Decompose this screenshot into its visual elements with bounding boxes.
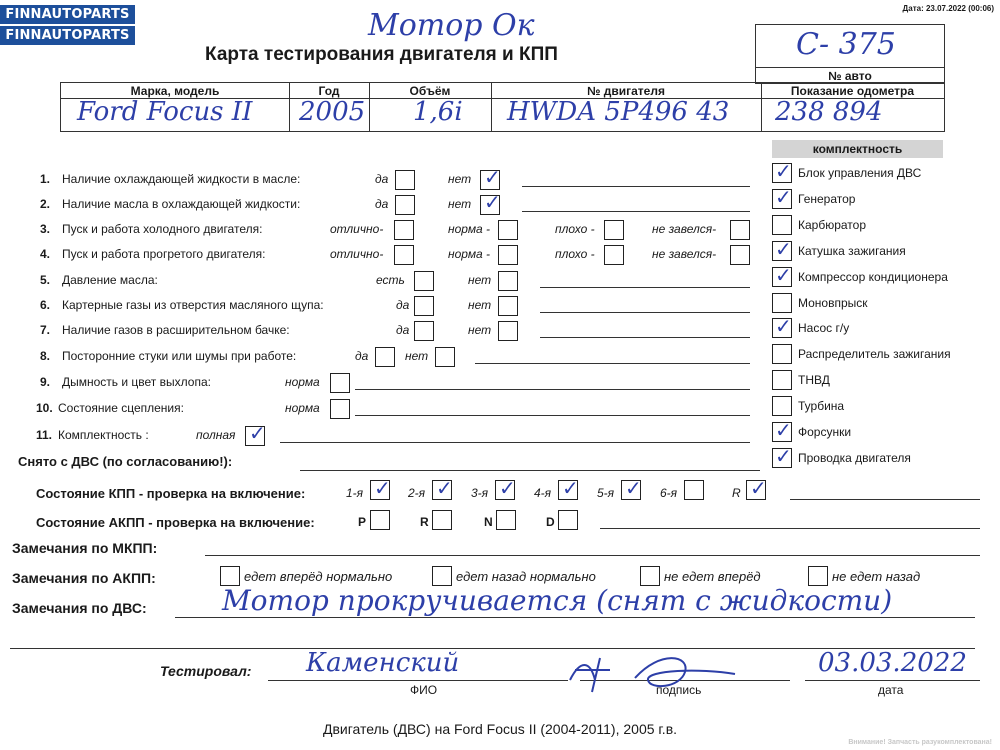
page-title: Карта тестирования двигателя и КПП [205,44,558,65]
column-header: Год [318,84,340,98]
option-label: отлично- [330,222,384,236]
option-checkbox[interactable] [435,347,455,367]
option-label: не завелся- [652,222,717,236]
option-label: нет [448,197,472,211]
question-number: 7. [40,323,51,337]
question-text: Состояние сцепления: [58,401,184,415]
removed-line [300,470,760,471]
volume-value: 1,6i [413,97,463,127]
mkpp-remarks-line [205,555,980,556]
check-mark-icon: ✓ [625,476,642,500]
kpp-gear-label: 5-я [597,486,615,500]
akpp-remark-checkbox[interactable] [808,566,828,586]
option-label: да [355,349,369,363]
question-text: Наличие газов в расширительном бачке: [62,323,290,337]
option-label: нет [468,273,492,287]
kpp-gear-label: 3-я [471,486,489,500]
question-number: 10. [36,401,53,415]
akpp-remark-option: едет назад нормально [456,569,596,584]
option-label: норма [285,375,320,389]
akpp-gear-checkbox[interactable] [370,510,390,530]
question-text: Наличие охлаждающей жидкости в масле: [62,172,301,186]
question-text: Посторонние стуки или шумы при работе: [62,349,297,363]
answer-line [522,186,750,187]
check-mark-icon: ✓ [775,314,792,339]
akpp-gear-label: N [484,515,493,529]
check-mark-icon: ✓ [374,476,391,500]
check-mark-icon: ✓ [775,262,792,287]
option-label: плохо - [555,247,595,261]
komplektnost-item-label: Катушка зажигания [798,243,906,258]
option-checkbox[interactable] [414,271,434,291]
akpp-label: Состояние АКПП - проверка на включение: [36,515,315,530]
kpp-gear-label: R [732,486,741,500]
kpp-gear-label: 1-я [346,486,364,500]
check-mark-icon: ✓ [775,443,792,468]
option-label: нет [468,323,492,337]
option-checkbox[interactable] [498,220,518,240]
disclaimer: Внимание! Запчасть разукомплектована! [848,739,992,746]
tested-label: Тестировал: [160,663,252,679]
komplektnost-item-label: ТНВД [798,373,830,388]
dvs-remarks-label: Замечания по ДВС: [12,600,147,616]
question-number: 2. [40,197,51,211]
komplektnost-checkbox[interactable] [772,293,792,313]
sign-label: подпись [656,683,702,697]
option-label: есть [376,273,405,287]
check-mark-icon: ✓ [775,418,792,442]
option-label: норма - [448,222,491,236]
komplektnost-title: комплектность [772,140,943,158]
komplektnost-item-label: Насос г/у [798,321,850,336]
check-mark-icon: ✓ [484,165,501,189]
akpp-gear-label: D [546,515,555,529]
kpp-gear-checkbox[interactable] [684,480,704,500]
akpp-gear-label: P [358,515,367,529]
komplektnost-checkbox[interactable] [772,215,792,235]
option-label: да [375,172,389,186]
option-checkbox[interactable] [414,321,434,341]
akpp-remark-checkbox[interactable] [432,566,452,586]
answer-line [522,211,750,212]
signature-stroke [570,658,735,692]
fio-line [268,680,568,681]
question-number: 5. [40,273,51,287]
check-mark-icon: ✓ [562,476,579,500]
option-label: норма [285,401,320,415]
check-mark-icon: ✓ [249,421,266,445]
akpp-gear-checkbox[interactable] [496,510,516,530]
komplektnost-checkbox[interactable] [772,396,792,416]
date-label: дата [878,683,904,697]
question-number: 8. [40,349,51,363]
answer-line [540,337,750,338]
akpp-remark-option: не едет вперёд [664,569,761,584]
model-value: Ford Focus II [77,97,253,127]
option-checkbox[interactable] [395,195,415,215]
dvs-remarks-value: Мотор прокручивается (снят с жидкости) [222,584,893,617]
tester-name: Каменский [306,648,460,678]
option-checkbox[interactable] [498,321,518,341]
option-label: норма - [448,247,491,261]
auto-number-box [755,24,945,84]
option-checkbox[interactable] [498,271,518,291]
komplektnost-item-label: Форсунки [798,425,852,439]
check-mark-icon: ✓ [436,476,453,500]
question-text: Дымность и цвет выхлопа: [62,375,211,389]
komplektnost-item-label: Блок управления ДВС [798,166,922,180]
mkpp-remarks-label: Замечания по МКПП: [12,540,158,556]
answer-line [280,442,750,443]
watermark-logo: FINNAUTOPARTS [0,26,135,45]
year-value: 2005 [299,97,366,127]
option-checkbox[interactable] [498,245,518,265]
akpp-line [600,528,980,529]
akpp-remark-checkbox[interactable] [640,566,660,586]
komplektnost-item-label: Компрессор кондиционера [798,269,948,284]
kpp-gear-label: 4-я [534,486,552,500]
option-checkbox[interactable] [375,347,395,367]
akpp-remarks-label: Замечания по АКПП: [12,570,156,586]
test-date: 03.03.2022 [818,648,967,678]
akpp-gear-checkbox[interactable] [558,510,578,530]
komplektnost-item-label: Распределитель зажигания [798,347,951,362]
answer-line [355,415,750,416]
answer-line [355,389,750,390]
signature [540,640,750,700]
handwritten-status: Мотор Ок [368,8,535,43]
date-line [805,680,980,681]
option-label: отлично- [330,247,384,261]
column-header: Объём [409,84,451,98]
option-checkbox[interactable] [498,296,518,316]
akpp-remark-option: не едет назад [832,569,921,584]
option-label: да [396,298,410,312]
option-checkbox[interactable] [330,399,350,419]
check-mark-icon: ✓ [775,184,792,209]
akpp-gear-checkbox[interactable] [432,510,452,530]
odometer-value: 238 894 [775,97,883,127]
option-checkbox[interactable] [604,245,624,265]
question-number: 3. [40,222,51,236]
caption: Двигатель (ДВС) на Ford Focus II (2004-2011), 2005 г.в. [322,721,678,737]
check-mark-icon: ✓ [484,190,501,214]
akpp-remark-checkbox[interactable] [220,566,240,586]
answer-line [540,287,750,288]
question-text: Комплектность : [58,428,149,442]
option-label: нет [468,298,492,312]
option-label: нет [405,349,429,363]
engine-number-value: HWDA 5P496 43 [507,97,730,127]
dvs-remarks-line [175,617,975,618]
column-header: Показание одометра [790,84,915,98]
akpp-remark-option: едет вперёд нормально [244,569,393,584]
komplektnost-item-label: Турбина [798,399,845,414]
column-header: Марка, модель [130,84,220,98]
question-text: Пуск и работа холодного двигателя: [62,222,263,236]
question-text: Наличие масла в охлаждающей жидкости: [62,197,301,211]
check-mark-icon: ✓ [750,476,767,500]
check-mark-icon: ✓ [775,159,792,183]
auto-number-value: С- 375 [796,27,896,62]
answer-line [540,312,750,313]
option-label: нет [448,172,472,186]
option-label: да [375,197,389,211]
option-checkbox[interactable] [730,220,750,240]
question-number: 11. [36,428,53,442]
header-table [60,82,945,132]
kpp-label: Состояние КПП - проверка на включение: [36,486,306,501]
option-checkbox[interactable] [394,245,414,265]
question-number: 1. [40,172,51,186]
option-checkbox[interactable] [730,245,750,265]
komplektnost-checkbox[interactable] [772,370,792,390]
fio-label: ФИО [410,683,438,697]
question-text: Картерные газы из отверстия масляного щупа: [62,298,324,312]
option-label: плохо - [555,222,595,236]
akpp-gear-label: R [420,515,429,529]
date-stamp: Дата: 23.07.2022 (00:06) [902,4,994,13]
option-checkbox[interactable] [330,373,350,393]
komplektnost-item-label: Карбюратор [798,217,867,232]
watermark-logo: FINNAUTOPARTS [0,5,135,24]
option-checkbox[interactable] [395,170,415,190]
question-text: Пуск и работа прогретого двигателя: [62,247,266,261]
check-mark-icon: ✓ [775,236,792,261]
divider [756,67,944,68]
komplektnost-item-label: Моновпрыск [798,295,868,310]
auto-number-label: № авто [828,69,872,83]
column-header: № двигателя [587,84,665,98]
kpp-gear-label: 6-я [660,486,678,500]
removed-label: Снято с ДВС (по согласованию!): [18,454,233,469]
option-label: полная [196,428,236,442]
komplektnost-checkbox[interactable] [772,344,792,364]
komplektnost-item-label: Проводка двигателя [798,450,911,465]
answer-line [475,363,750,364]
question-text: Давление масла: [62,273,158,287]
question-number: 6. [40,298,51,312]
kpp-line [790,499,980,500]
check-mark-icon: ✓ [499,476,516,500]
komplektnost-item-label: Генератор [798,191,856,206]
question-number: 4. [40,247,51,261]
option-label: не завелся- [652,247,717,261]
kpp-gear-label: 2-я [408,486,426,500]
option-checkbox[interactable] [394,220,414,240]
option-label: да [396,323,410,337]
option-checkbox[interactable] [414,296,434,316]
question-number: 9. [40,375,51,389]
option-checkbox[interactable] [604,220,624,240]
